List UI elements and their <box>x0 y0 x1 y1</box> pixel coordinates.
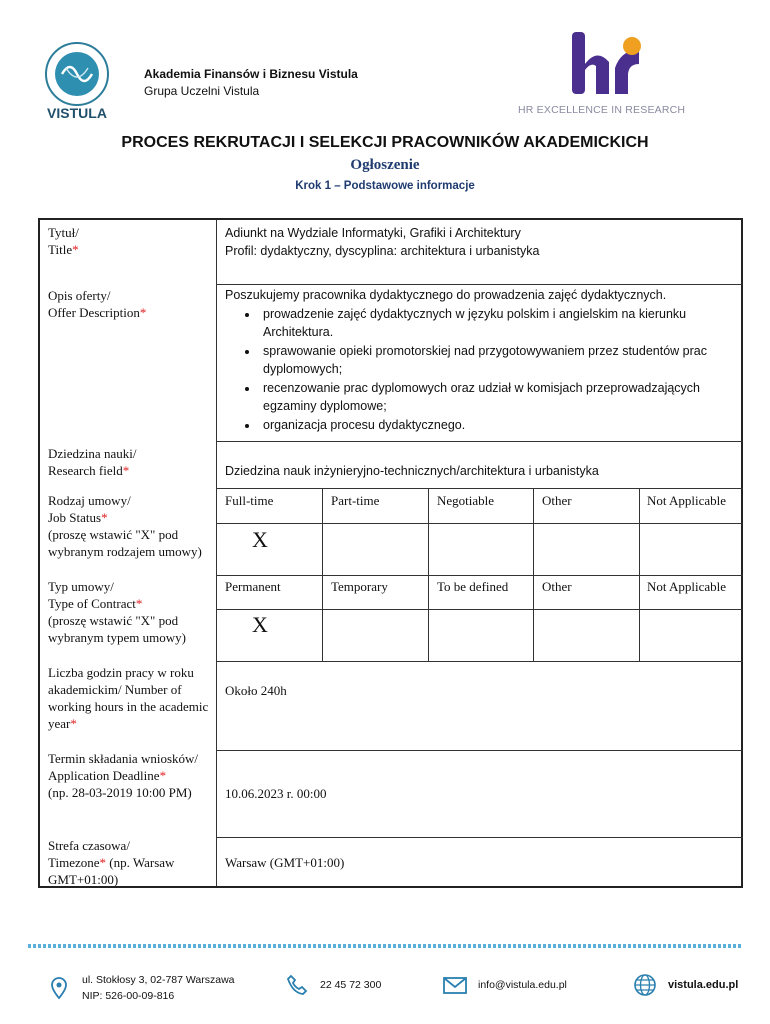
footer-address <box>46 972 235 1004</box>
vistula-logo <box>36 40 118 120</box>
row-divider <box>216 284 743 285</box>
contract-option: Other <box>542 579 572 594</box>
row-divider <box>216 750 743 751</box>
hr-caption: HR EXCELLENCE IN RESEARCH <box>518 104 686 116</box>
contract-option: To be defined <box>437 579 509 594</box>
option-divider <box>533 575 534 661</box>
location-pin-icon <box>46 975 72 1001</box>
row-divider <box>216 609 743 610</box>
contract-selected-mark: X <box>252 612 268 637</box>
logo-text: VISTULA <box>47 105 107 120</box>
option-divider <box>639 488 640 575</box>
job-option: Not Applicable <box>647 493 727 508</box>
row-divider <box>216 575 743 576</box>
org-group: Grupa Uczelni Vistula <box>144 84 260 98</box>
hours-label: Liczba godzin pracy w roku akademickim/ Number of working hours in the academic year* <box>48 665 209 731</box>
contract-option: Temporary <box>331 579 388 594</box>
footer-divider <box>28 944 742 948</box>
email-link[interactable]: info@vistula.edu.pl <box>478 979 567 991</box>
job-option: Negotiable <box>437 493 495 508</box>
timezone-label: Strefa czasowa/ Timezone* (np. Warsaw GMT+01:00) <box>48 838 175 887</box>
row-divider <box>216 488 743 489</box>
option-divider <box>428 575 429 661</box>
globe-icon <box>632 972 658 998</box>
address-line: ul. Stokłosy 3, 02-787 Warszawa <box>82 974 235 986</box>
deadline-value: 10.06.2023 r. 00:00 <box>225 786 327 801</box>
hours-value: Około 240h <box>225 683 287 698</box>
offer-intro: Poszukujemy pracownika dydaktycznego do prowadzenia zajęć dydaktycznych. <box>225 288 667 302</box>
option-divider <box>322 575 323 661</box>
field-label: Dziedzina nauki/ Research field* <box>48 446 137 478</box>
step-label: Krok 1 – Podstawowe informacje <box>295 180 475 192</box>
job-selected-mark: X <box>252 527 268 552</box>
job-option: Full-time <box>225 493 274 508</box>
timezone-value: Warsaw (GMT+01:00) <box>225 855 345 870</box>
website-link[interactable]: vistula.edu.pl <box>668 979 739 991</box>
title-label: Tytuł/ Title* <box>48 225 79 257</box>
contract-option: Permanent <box>225 579 281 594</box>
list-item: • organizacja procesu dydaktycznego. <box>259 416 735 435</box>
page-title: PROCES REKRUTACJI I SELEKCJI PRACOWNIKÓW AKADEMICKICH <box>121 134 649 151</box>
contract-label: Typ umowy/ Type of Contract* (proszę wstawić "X" pod wybranym typem umowy) <box>48 579 186 645</box>
job-option: Part-time <box>331 493 380 508</box>
recruitment-form-table <box>38 218 743 888</box>
option-divider <box>322 488 323 575</box>
field-value: Dziedzina nauk inżynieryjno-technicznych/architektura i urbanistyka <box>225 464 599 478</box>
footer-email <box>442 972 567 998</box>
mail-icon <box>442 972 468 998</box>
job-option: Other <box>542 493 572 508</box>
phone-number[interactable]: 22 45 72 300 <box>320 979 382 991</box>
title-value: Adiunkt na Wydziale Informatyki, Grafiki i Architektury Profil: dydaktyczny, dyscyplina: architektura i urbanistyka <box>225 226 540 258</box>
contract-option: Not Applicable <box>647 579 727 594</box>
row-divider <box>216 523 743 524</box>
row-divider <box>216 661 743 662</box>
tax-id: NIP: 526-00-09-816 <box>82 990 175 1002</box>
phone-icon <box>284 972 310 998</box>
deadline-label: Termin składania wniosków/ Application Deadline* (np. 28-03-2019 10:00 PM) <box>48 751 199 800</box>
option-divider <box>428 488 429 575</box>
list-item: • prowadzenie zajęć dydaktycznych w języku polskim i angielskim na kierunku Architektura. <box>259 305 735 342</box>
row-divider <box>216 837 743 838</box>
list-item: • recenzowanie prac dyplomowych oraz udział w komisjach przeprowadzających egzaminy dyplomowe; <box>259 379 735 416</box>
row-divider <box>216 441 743 442</box>
job-status-label: Rodzaj umowy/ Job Status* (proszę wstawić "X" pod wybranym rodzajem umowy) <box>48 493 202 559</box>
option-divider <box>533 488 534 575</box>
hr-logo <box>560 28 650 98</box>
offer-description <box>225 286 735 434</box>
footer-phone <box>284 972 381 998</box>
offer-label: Opis oferty/ Offer Description* <box>48 288 147 320</box>
footer-website <box>632 972 738 998</box>
offer-duties-list <box>225 305 735 435</box>
option-divider <box>639 575 640 661</box>
organization-name <box>144 66 358 100</box>
page-subtitle: Ogłoszenie <box>350 157 420 173</box>
list-item: • sprawowanie opieki promotorskiej nad przygotowywaniem przez studentów prac dyplomowych; <box>259 342 735 379</box>
org-name: Akademia Finansów i Biznesu Vistula <box>144 67 358 81</box>
